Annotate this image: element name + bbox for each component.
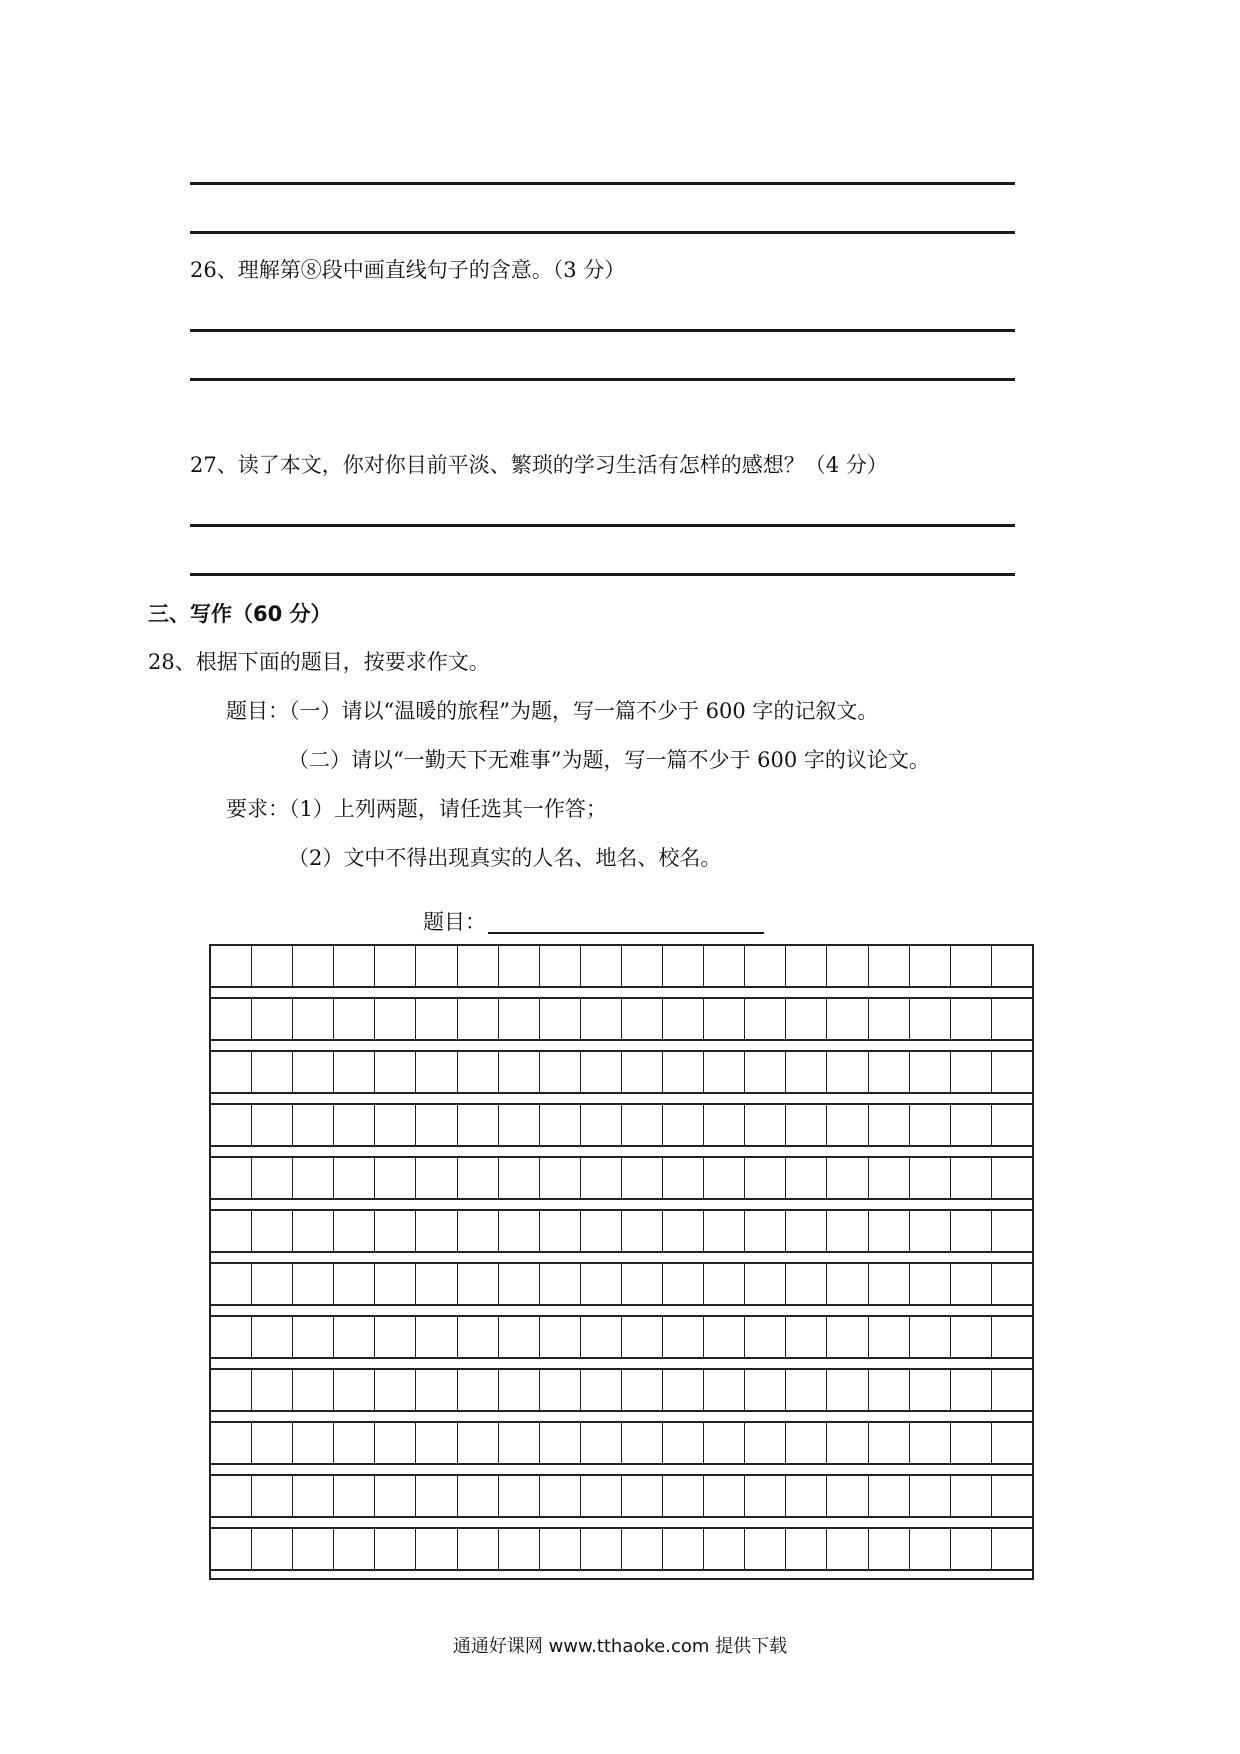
grid-row-gap: [209, 1410, 1034, 1421]
grid-cell[interactable]: [910, 946, 951, 986]
grid-cell[interactable]: [499, 1370, 540, 1410]
topic-one: 题目：（一）请以“温暖的旅程”为题，写一篇不少于 600 字的记叙文。: [226, 699, 879, 723]
grid-cell[interactable]: [663, 946, 704, 986]
grid-cell[interactable]: [786, 1052, 827, 1092]
grid-cell[interactable]: [786, 1370, 827, 1410]
grid-cell[interactable]: [992, 1264, 1032, 1304]
grid-cell[interactable]: [211, 1105, 252, 1145]
grid-cell[interactable]: [827, 1158, 868, 1198]
grid-cell[interactable]: [663, 1105, 704, 1145]
grid-cell[interactable]: [622, 1370, 663, 1410]
grid-cell[interactable]: [252, 1317, 293, 1357]
grid-cell[interactable]: [663, 1317, 704, 1357]
grid-cell[interactable]: [951, 1529, 992, 1569]
grid-cell[interactable]: [540, 1105, 581, 1145]
grid-cell[interactable]: [745, 1264, 786, 1304]
grid-row-gap: [209, 1251, 1034, 1262]
grid-cell[interactable]: [458, 1105, 499, 1145]
grid-cell[interactable]: [704, 1529, 745, 1569]
grid-cell[interactable]: [622, 946, 663, 986]
grid-cell[interactable]: [992, 1158, 1032, 1198]
grid-cell[interactable]: [869, 1476, 910, 1516]
grid-cell[interactable]: [869, 1317, 910, 1357]
grid-cell[interactable]: [499, 1476, 540, 1516]
grid-cell[interactable]: [992, 1052, 1032, 1092]
grid-cell[interactable]: [581, 1105, 622, 1145]
grid-row-gap: [209, 1569, 1034, 1580]
grid-cell[interactable]: [334, 1105, 375, 1145]
section-heading: 三、写作（60 分）: [148, 602, 332, 626]
grid-cell[interactable]: [416, 1211, 457, 1251]
grid-cell[interactable]: [252, 1529, 293, 1569]
grid-cell[interactable]: [211, 1264, 252, 1304]
topic-two: （二）请以“一勤天下无难事”为题，写一篇不少于 600 字的议论文。: [288, 748, 930, 772]
grid-cell[interactable]: [581, 1317, 622, 1357]
grid-cell[interactable]: [951, 1052, 992, 1092]
grid-cell[interactable]: [992, 1529, 1032, 1569]
grid-cell[interactable]: [211, 946, 252, 986]
footer-text: 通通好课网 www.tthaoke.com 提供下载: [452, 1636, 788, 1657]
grid-cell[interactable]: [293, 999, 334, 1039]
grid-cell[interactable]: [334, 1476, 375, 1516]
grid-cell[interactable]: [499, 1105, 540, 1145]
grid-cell[interactable]: [663, 1052, 704, 1092]
grid-cell[interactable]: [416, 1370, 457, 1410]
grid-cell[interactable]: [704, 1158, 745, 1198]
grid-cell[interactable]: [334, 946, 375, 986]
grid-cell[interactable]: [375, 1317, 416, 1357]
grid-cell[interactable]: [992, 1317, 1032, 1357]
answer-line[interactable]: [190, 524, 1015, 527]
grid-cell[interactable]: [416, 1105, 457, 1145]
grid-cell[interactable]: [910, 1317, 951, 1357]
grid-cell[interactable]: [951, 1158, 992, 1198]
grid-cell[interactable]: [458, 1317, 499, 1357]
grid-cell[interactable]: [745, 1158, 786, 1198]
grid-cell[interactable]: [827, 1105, 868, 1145]
grid-cell[interactable]: [745, 1423, 786, 1463]
grid-cell[interactable]: [704, 1476, 745, 1516]
grid-row-gap: [209, 1039, 1034, 1050]
grid-cell[interactable]: [293, 1105, 334, 1145]
grid-cell[interactable]: [540, 1158, 581, 1198]
grid-cell[interactable]: [910, 1370, 951, 1410]
grid-cell[interactable]: [499, 1423, 540, 1463]
grid-cell[interactable]: [458, 1529, 499, 1569]
grid-cell[interactable]: [992, 1211, 1032, 1251]
grid-cell[interactable]: [745, 999, 786, 1039]
grid-cell[interactable]: [540, 1317, 581, 1357]
grid-cell[interactable]: [252, 1158, 293, 1198]
grid-cell[interactable]: [704, 946, 745, 986]
grid-row: [209, 944, 1034, 986]
requirement-one: 要求：（1）上列两题，请任选其一作答；: [226, 797, 607, 821]
grid-cell[interactable]: [581, 1158, 622, 1198]
grid-cell[interactable]: [252, 946, 293, 986]
grid-cell[interactable]: [252, 1105, 293, 1145]
grid-row: [209, 1368, 1034, 1410]
grid-cell[interactable]: [211, 1529, 252, 1569]
grid-cell[interactable]: [910, 1105, 951, 1145]
grid-cell[interactable]: [951, 1476, 992, 1516]
grid-cell[interactable]: [663, 1158, 704, 1198]
grid-cell[interactable]: [375, 1264, 416, 1304]
grid-cell[interactable]: [745, 1052, 786, 1092]
grid-row-gap: [209, 1198, 1034, 1209]
composition-grid[interactable]: [209, 944, 1034, 1580]
grid-cell[interactable]: [786, 1423, 827, 1463]
grid-cell[interactable]: [416, 946, 457, 986]
grid-cell[interactable]: [869, 1264, 910, 1304]
grid-cell[interactable]: [827, 1476, 868, 1516]
grid-cell[interactable]: [334, 1317, 375, 1357]
grid-cell[interactable]: [499, 999, 540, 1039]
grid-cell[interactable]: [293, 1317, 334, 1357]
grid-cell[interactable]: [663, 1529, 704, 1569]
grid-cell[interactable]: [499, 1158, 540, 1198]
grid-cell[interactable]: [827, 1052, 868, 1092]
grid-row: [209, 1474, 1034, 1516]
grid-cell[interactable]: [375, 1211, 416, 1251]
grid-cell[interactable]: [458, 1423, 499, 1463]
grid-cell[interactable]: [622, 1211, 663, 1251]
grid-cell[interactable]: [293, 1423, 334, 1463]
grid-row: [209, 1315, 1034, 1357]
grid-cell[interactable]: [581, 1370, 622, 1410]
grid-cell[interactable]: [334, 1370, 375, 1410]
grid-row-gap: [209, 1145, 1034, 1156]
grid-row-gap: [209, 1092, 1034, 1103]
grid-cell[interactable]: [211, 999, 252, 1039]
grid-cell[interactable]: [910, 1211, 951, 1251]
grid-cell[interactable]: [827, 1211, 868, 1251]
grid-cell[interactable]: [581, 1211, 622, 1251]
grid-cell[interactable]: [540, 946, 581, 986]
grid-cell[interactable]: [540, 1052, 581, 1092]
grid-cell[interactable]: [458, 1158, 499, 1198]
grid-cell[interactable]: [704, 999, 745, 1039]
grid-cell[interactable]: [334, 1158, 375, 1198]
grid-row-gap: [209, 1463, 1034, 1474]
grid-cell[interactable]: [869, 1370, 910, 1410]
grid-cell[interactable]: [581, 946, 622, 986]
grid-cell[interactable]: [416, 1052, 457, 1092]
grid-cell[interactable]: [293, 1529, 334, 1569]
grid-cell[interactable]: [375, 1529, 416, 1569]
grid-cell[interactable]: [704, 1211, 745, 1251]
grid-cell[interactable]: [375, 1423, 416, 1463]
grid-cell[interactable]: [663, 1370, 704, 1410]
grid-cell[interactable]: [375, 946, 416, 986]
answer-line[interactable]: [190, 329, 1015, 332]
grid-cell[interactable]: [416, 1423, 457, 1463]
grid-cell[interactable]: [622, 1529, 663, 1569]
grid-cell[interactable]: [211, 1370, 252, 1410]
question-26: 26、理解第⑧段中画直线句子的含意。（3 分）: [190, 258, 626, 282]
grid-row: [209, 1103, 1034, 1145]
grid-cell[interactable]: [375, 1476, 416, 1516]
grid-cell[interactable]: [992, 1423, 1032, 1463]
grid-cell[interactable]: [951, 999, 992, 1039]
grid-cell[interactable]: [211, 1052, 252, 1092]
grid-cell[interactable]: [458, 1264, 499, 1304]
grid-cell[interactable]: [869, 1423, 910, 1463]
grid-row-gap: [209, 1304, 1034, 1315]
grid-cell[interactable]: [910, 1264, 951, 1304]
grid-cell[interactable]: [334, 1052, 375, 1092]
grid-cell[interactable]: [951, 946, 992, 986]
grid-cell[interactable]: [622, 999, 663, 1039]
answer-line[interactable]: [190, 231, 1015, 234]
grid-cell[interactable]: [416, 1529, 457, 1569]
grid-cell[interactable]: [745, 1105, 786, 1145]
grid-cell[interactable]: [293, 1158, 334, 1198]
grid-cell[interactable]: [663, 1211, 704, 1251]
grid-cell[interactable]: [581, 1264, 622, 1304]
grid-cell[interactable]: [499, 1529, 540, 1569]
question-28-intro: 28、根据下面的题目，按要求作文。: [148, 650, 490, 674]
grid-cell[interactable]: [416, 1317, 457, 1357]
grid-cell[interactable]: [458, 1211, 499, 1251]
grid-row: [209, 997, 1034, 1039]
grid-cell[interactable]: [375, 1105, 416, 1145]
grid-cell[interactable]: [375, 999, 416, 1039]
grid-cell[interactable]: [704, 1105, 745, 1145]
grid-cell[interactable]: [211, 1476, 252, 1516]
grid-cell[interactable]: [499, 1052, 540, 1092]
grid-cell[interactable]: [540, 1264, 581, 1304]
grid-cell[interactable]: [540, 1529, 581, 1569]
grid-cell[interactable]: [334, 1423, 375, 1463]
grid-cell[interactable]: [951, 1211, 992, 1251]
grid-cell[interactable]: [252, 1476, 293, 1516]
grid-cell[interactable]: [581, 1052, 622, 1092]
grid-cell[interactable]: [252, 1370, 293, 1410]
grid-cell[interactable]: [992, 1370, 1032, 1410]
grid-row-gap: [209, 1357, 1034, 1368]
grid-cell[interactable]: [293, 1211, 334, 1251]
grid-row: [209, 1050, 1034, 1092]
grid-cell[interactable]: [786, 1211, 827, 1251]
grid-cell[interactable]: [540, 1423, 581, 1463]
grid-cell[interactable]: [704, 1370, 745, 1410]
grid-cell[interactable]: [622, 1423, 663, 1463]
grid-cell[interactable]: [910, 1158, 951, 1198]
grid-cell[interactable]: [869, 1158, 910, 1198]
grid-cell[interactable]: [704, 1264, 745, 1304]
grid-cell[interactable]: [540, 999, 581, 1039]
grid-cell[interactable]: [375, 1158, 416, 1198]
grid-cell[interactable]: [786, 1476, 827, 1516]
grid-cell[interactable]: [827, 1370, 868, 1410]
grid-cell[interactable]: [540, 1370, 581, 1410]
grid-row-gap: [209, 1516, 1034, 1527]
grid-cell[interactable]: [745, 1476, 786, 1516]
grid-cell[interactable]: [663, 999, 704, 1039]
grid-cell[interactable]: [992, 946, 1032, 986]
grid-cell[interactable]: [334, 1211, 375, 1251]
grid-cell[interactable]: [745, 946, 786, 986]
grid-cell[interactable]: [293, 1370, 334, 1410]
grid-cell[interactable]: [951, 1423, 992, 1463]
grid-cell[interactable]: [786, 1317, 827, 1357]
grid-cell[interactable]: [252, 1052, 293, 1092]
grid-cell[interactable]: [786, 946, 827, 986]
grid-cell[interactable]: [499, 946, 540, 986]
grid-cell[interactable]: [827, 999, 868, 1039]
grid-cell[interactable]: [499, 1211, 540, 1251]
grid-cell[interactable]: [211, 1211, 252, 1251]
grid-row: [209, 1209, 1034, 1251]
grid-cell[interactable]: [211, 1317, 252, 1357]
grid-cell[interactable]: [704, 1052, 745, 1092]
grid-cell[interactable]: [540, 1476, 581, 1516]
grid-cell[interactable]: [869, 1211, 910, 1251]
grid-cell[interactable]: [869, 946, 910, 986]
grid-cell[interactable]: [334, 1529, 375, 1569]
grid-cell[interactable]: [375, 1052, 416, 1092]
grid-cell[interactable]: [827, 1317, 868, 1357]
grid-cell[interactable]: [252, 1423, 293, 1463]
grid-cell[interactable]: [622, 1264, 663, 1304]
grid-cell[interactable]: [458, 946, 499, 986]
grid-cell[interactable]: [992, 1476, 1032, 1516]
grid-cell[interactable]: [581, 1423, 622, 1463]
grid-cell[interactable]: [252, 1264, 293, 1304]
grid-cell[interactable]: [910, 1476, 951, 1516]
grid-cell[interactable]: [581, 999, 622, 1039]
grid-cell[interactable]: [910, 1529, 951, 1569]
grid-cell[interactable]: [786, 1529, 827, 1569]
grid-row: [209, 1527, 1034, 1569]
grid-cell[interactable]: [293, 1476, 334, 1516]
grid-cell[interactable]: [910, 999, 951, 1039]
grid-cell[interactable]: [745, 1529, 786, 1569]
grid-row: [209, 1156, 1034, 1198]
requirement-two: （2）文中不得出现真实的人名、地名、校名。: [288, 846, 722, 870]
grid-cell[interactable]: [622, 1105, 663, 1145]
answer-line[interactable]: [190, 182, 1015, 185]
grid-cell[interactable]: [293, 1264, 334, 1304]
title-label: 题目：: [423, 910, 486, 934]
question-27: 27、读了本文，你对你目前平淡、繁琐的学习生活有怎样的感想？（4 分）: [190, 453, 888, 477]
grid-cell[interactable]: [910, 1052, 951, 1092]
grid-cell[interactable]: [458, 999, 499, 1039]
grid-cell[interactable]: [581, 1529, 622, 1569]
grid-cell[interactable]: [293, 946, 334, 986]
grid-cell[interactable]: [786, 1105, 827, 1145]
grid-cell[interactable]: [827, 1423, 868, 1463]
grid-cell[interactable]: [499, 1264, 540, 1304]
grid-row-gap: [209, 986, 1034, 997]
grid-cell[interactable]: [622, 1317, 663, 1357]
grid-cell[interactable]: [663, 1423, 704, 1463]
grid-cell[interactable]: [416, 1264, 457, 1304]
grid-cell[interactable]: [416, 999, 457, 1039]
grid-cell[interactable]: [622, 1476, 663, 1516]
grid-cell[interactable]: [540, 1211, 581, 1251]
grid-cell[interactable]: [334, 999, 375, 1039]
grid-cell[interactable]: [951, 1317, 992, 1357]
grid-row: [209, 1421, 1034, 1463]
grid-cell[interactable]: [581, 1476, 622, 1516]
grid-cell[interactable]: [375, 1370, 416, 1410]
grid-cell[interactable]: [786, 999, 827, 1039]
grid-cell[interactable]: [252, 999, 293, 1039]
grid-cell[interactable]: [786, 1158, 827, 1198]
grid-cell[interactable]: [458, 1476, 499, 1516]
grid-cell[interactable]: [663, 1264, 704, 1304]
grid-cell[interactable]: [663, 1476, 704, 1516]
grid-cell[interactable]: [910, 1423, 951, 1463]
grid-cell[interactable]: [869, 1529, 910, 1569]
grid-cell[interactable]: [416, 1476, 457, 1516]
grid-cell[interactable]: [622, 1052, 663, 1092]
grid-cell[interactable]: [211, 1158, 252, 1198]
grid-cell[interactable]: [293, 1052, 334, 1092]
grid-cell[interactable]: [458, 1370, 499, 1410]
answer-line[interactable]: [190, 573, 1015, 576]
grid-cell[interactable]: [211, 1423, 252, 1463]
grid-cell[interactable]: [827, 1264, 868, 1304]
grid-cell[interactable]: [252, 1211, 293, 1251]
grid-cell[interactable]: [745, 1370, 786, 1410]
grid-cell[interactable]: [992, 999, 1032, 1039]
grid-cell[interactable]: [869, 1052, 910, 1092]
grid-cell[interactable]: [622, 1158, 663, 1198]
grid-cell[interactable]: [869, 1105, 910, 1145]
grid-cell[interactable]: [499, 1317, 540, 1357]
answer-line[interactable]: [190, 378, 1015, 381]
grid-cell[interactable]: [334, 1264, 375, 1304]
grid-cell[interactable]: [827, 946, 868, 986]
grid-row: [209, 1262, 1034, 1304]
grid-cell[interactable]: [951, 1105, 992, 1145]
grid-cell[interactable]: [951, 1264, 992, 1304]
grid-cell[interactable]: [745, 1317, 786, 1357]
grid-cell[interactable]: [951, 1370, 992, 1410]
grid-cell[interactable]: [416, 1158, 457, 1198]
grid-cell[interactable]: [869, 999, 910, 1039]
grid-cell[interactable]: [704, 1423, 745, 1463]
grid-cell[interactable]: [745, 1211, 786, 1251]
grid-cell[interactable]: [827, 1529, 868, 1569]
title-blank[interactable]: [488, 932, 764, 934]
grid-cell[interactable]: [992, 1105, 1032, 1145]
grid-cell[interactable]: [786, 1264, 827, 1304]
grid-cell[interactable]: [704, 1317, 745, 1357]
grid-cell[interactable]: [458, 1052, 499, 1092]
